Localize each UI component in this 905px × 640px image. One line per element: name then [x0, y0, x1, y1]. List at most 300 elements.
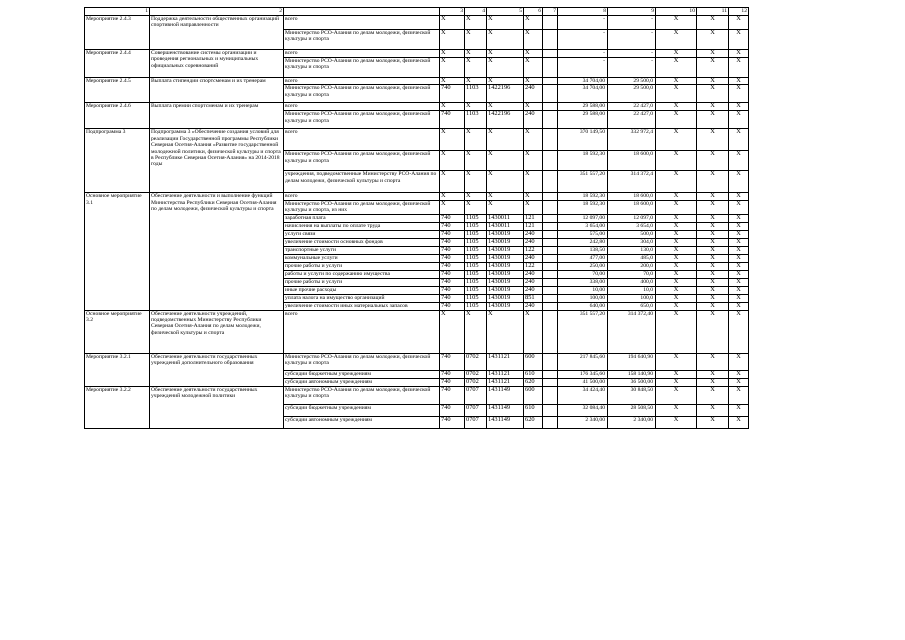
cell-10: X — [656, 111, 697, 129]
expense-type: 610 — [524, 370, 543, 378]
expense-type: 240 — [524, 286, 543, 294]
amount-2015: 22 427,0 — [608, 111, 656, 129]
executor: всего — [284, 103, 440, 111]
amount-2014: - — [558, 50, 608, 58]
section-code: X — [465, 16, 487, 30]
cell-11: X — [697, 103, 729, 111]
cell-11: X — [697, 378, 729, 386]
amount-2014: 217 845,60 — [558, 353, 608, 370]
event-name: Выплата премии спортсменам и их тренерам — [150, 103, 284, 129]
budget-table — [84, 7, 749, 429]
target-article: 1430019 — [487, 262, 524, 270]
amount-2015: - — [608, 50, 656, 58]
grbs-code: 740 — [440, 353, 465, 370]
section-code: 1103 — [465, 111, 487, 129]
section-code: 1105 — [465, 254, 487, 262]
cell-10: X — [656, 246, 697, 254]
expense-type: X — [524, 171, 543, 193]
table-row — [85, 16, 749, 30]
amount-2015: 485,0 — [608, 254, 656, 262]
target-article: 1430019 — [487, 230, 524, 238]
extra — [543, 30, 558, 50]
cell-10: X — [656, 262, 697, 270]
grbs-code: X — [440, 58, 465, 78]
cell-11: X — [697, 246, 729, 254]
event-name: Обеспечение деятельности учреждений, подведомственных Министерству Республики Северная Осетия-Алания по делам молодежи, физической культуры и спорта — [150, 310, 284, 353]
table-row — [85, 129, 749, 151]
section-code: 0707 — [465, 404, 487, 416]
extra — [543, 294, 558, 302]
cell-11: X — [697, 302, 729, 310]
target-article: 1431121 — [487, 353, 524, 370]
amount-2014: 3 654,00 — [558, 222, 608, 230]
cell-10: X — [656, 404, 697, 416]
section-code: X — [465, 58, 487, 78]
event-name: Совершенствование системы организации и проведения региональных и муниципальных официальных соревнований — [150, 50, 284, 78]
grbs-code: 740 — [440, 386, 465, 404]
target-article: 1430019 — [487, 278, 524, 286]
executor: услуги связи — [284, 230, 440, 238]
extra — [543, 78, 558, 85]
column-number: 3 — [440, 8, 465, 16]
amount-2014: 34 704,00 — [558, 78, 608, 85]
event-code: Мероприятие 2.4.6 — [85, 103, 150, 129]
grbs-code: 740 — [440, 378, 465, 386]
cell-10: X — [656, 30, 697, 50]
cell-12: X — [729, 254, 749, 262]
amount-2014: 575,00 — [558, 230, 608, 238]
cell-10: X — [656, 151, 697, 171]
cell-12: X — [729, 286, 749, 294]
amount-2015: 2 340,00 — [608, 416, 656, 428]
cell-10: X — [656, 214, 697, 222]
executor: увеличение стоимости основных фондов — [284, 238, 440, 246]
section-code: X — [465, 103, 487, 111]
executor: Министерство РСО-Алания по делам молодежи, физической культуры и спорта, из них — [284, 200, 440, 214]
expense-type: 240 — [524, 230, 543, 238]
section-code: X — [465, 310, 487, 353]
cell-10: X — [656, 238, 697, 246]
executor: Министерство РСО-Алания по делам молодежи, физической культуры и спорта — [284, 353, 440, 370]
grbs-code: 740 — [440, 222, 465, 230]
table-row — [85, 310, 749, 353]
cell-12: X — [729, 404, 749, 416]
extra — [543, 378, 558, 386]
target-article: 1430019 — [487, 270, 524, 278]
executor: заработная плата — [284, 214, 440, 222]
expense-type: 240 — [524, 85, 543, 103]
cell-11: X — [697, 370, 729, 378]
executor: прочие работы и услуги — [284, 262, 440, 270]
cell-10: X — [656, 270, 697, 278]
grbs-code: 740 — [440, 238, 465, 246]
column-number: 6 — [524, 8, 543, 16]
event-code: Мероприятие 3.2.1 — [85, 353, 150, 386]
event-code: Мероприятие 2.4.4 — [85, 50, 150, 78]
extra — [543, 58, 558, 78]
executor: уплата налога на имущество организаций — [284, 294, 440, 302]
cell-12: X — [729, 262, 749, 270]
extra — [543, 238, 558, 246]
executor: учреждения, подведомственные Министерству РСО-Алания по делам молодежи, физической культуры и спорта — [284, 171, 440, 193]
table-row — [85, 386, 749, 404]
cell-11: X — [697, 230, 729, 238]
target-article: X — [487, 200, 524, 214]
target-article: 1430019 — [487, 294, 524, 302]
event-code: Основное мероприятие 3.1 — [85, 193, 150, 310]
executor: работы и услуги по содержанию имущества — [284, 270, 440, 278]
cell-11: X — [697, 171, 729, 193]
cell-11: X — [697, 151, 729, 171]
section-code: 1105 — [465, 302, 487, 310]
cell-11: X — [697, 310, 729, 353]
cell-12: X — [729, 230, 749, 238]
target-article: 1430019 — [487, 254, 524, 262]
cell-11: X — [697, 270, 729, 278]
grbs-code: 740 — [440, 262, 465, 270]
amount-2015: 332 972,4 — [608, 129, 656, 151]
cell-12: X — [729, 302, 749, 310]
table-row — [85, 78, 749, 85]
column-number: 9 — [608, 8, 656, 16]
executor: всего — [284, 310, 440, 353]
target-article: X — [487, 151, 524, 171]
extra — [543, 85, 558, 103]
table-row — [85, 193, 749, 200]
amount-2014: 242,80 — [558, 238, 608, 246]
cell-11: X — [697, 30, 729, 50]
section-code: 0702 — [465, 378, 487, 386]
section-code: 1105 — [465, 222, 487, 230]
amount-2014: 250,00 — [558, 262, 608, 270]
cell-12: X — [729, 222, 749, 230]
table-row — [85, 353, 749, 370]
cell-11: X — [697, 50, 729, 58]
target-article: 1430019 — [487, 238, 524, 246]
executor: прочие работы и услуги — [284, 278, 440, 286]
amount-2014: 138,50 — [558, 246, 608, 254]
section-code: 1105 — [465, 270, 487, 278]
amount-2014: 70,00 — [558, 270, 608, 278]
event-code: Мероприятие 2.4.5 — [85, 78, 150, 103]
target-article: 1431149 — [487, 386, 524, 404]
amount-2014: 477,00 — [558, 254, 608, 262]
cell-11: X — [697, 404, 729, 416]
amount-2015: 650,0 — [608, 302, 656, 310]
executor: всего — [284, 78, 440, 85]
cell-12: X — [729, 353, 749, 370]
grbs-code: 740 — [440, 111, 465, 129]
cell-12: X — [729, 103, 749, 111]
cell-11: X — [697, 262, 729, 270]
grbs-code: 740 — [440, 214, 465, 222]
cell-12: X — [729, 30, 749, 50]
section-code: 1103 — [465, 85, 487, 103]
executor: Министерство РСО-Алания по делам молодежи, физической культуры и спорта — [284, 386, 440, 404]
column-number: 11 — [697, 8, 729, 16]
cell-11: X — [697, 16, 729, 30]
cell-12: X — [729, 278, 749, 286]
amount-2015: 70,0 — [608, 270, 656, 278]
cell-10: X — [656, 353, 697, 370]
cell-12: X — [729, 214, 749, 222]
expense-type: 240 — [524, 302, 543, 310]
amount-2014: 18 592,30 — [558, 193, 608, 200]
expense-type: 620 — [524, 378, 543, 386]
extra — [543, 200, 558, 214]
expense-type: 620 — [524, 416, 543, 428]
target-article: X — [487, 310, 524, 353]
expense-type: 610 — [524, 404, 543, 416]
event-name: Обеспечение деятельности и выполнение функций Министерства Республики Северная Осетия-Алания по делам молодежи, физической культуры и спорта — [150, 193, 284, 310]
target-article: 1430019 — [487, 302, 524, 310]
target-article: 1430011 — [487, 222, 524, 230]
expense-type: 600 — [524, 386, 543, 404]
amount-2014: 351 557,20 — [558, 171, 608, 193]
amount-2015: 18 600,0 — [608, 193, 656, 200]
cell-10: X — [656, 16, 697, 30]
target-article: 1422196 — [487, 111, 524, 129]
cell-11: X — [697, 222, 729, 230]
cell-10: X — [656, 200, 697, 214]
grbs-code: X — [440, 129, 465, 151]
column-number: 1 — [85, 8, 150, 16]
cell-10: X — [656, 193, 697, 200]
event-code: Мероприятие 3.2.2 — [85, 386, 150, 428]
cell-12: X — [729, 16, 749, 30]
cell-10: X — [656, 85, 697, 103]
column-number-row — [85, 8, 749, 16]
target-article: X — [487, 16, 524, 30]
executor: всего — [284, 16, 440, 30]
cell-10: X — [656, 302, 697, 310]
amount-2014: 640,00 — [558, 302, 608, 310]
executor: коммунальные услуги — [284, 254, 440, 262]
budget-table-page — [84, 7, 749, 429]
amount-2015: 158 140,90 — [608, 370, 656, 378]
cell-11: X — [697, 254, 729, 262]
section-code: 1105 — [465, 230, 487, 238]
expense-type: 240 — [524, 254, 543, 262]
column-number: 12 — [729, 8, 749, 16]
amount-2014: 34 704,00 — [558, 85, 608, 103]
grbs-code: 740 — [440, 246, 465, 254]
target-article: X — [487, 78, 524, 85]
cell-11: X — [697, 416, 729, 428]
cell-12: X — [729, 151, 749, 171]
grbs-code: 740 — [440, 270, 465, 278]
extra — [543, 370, 558, 378]
section-code: 1105 — [465, 278, 487, 286]
grbs-code: X — [440, 103, 465, 111]
cell-12: X — [729, 193, 749, 200]
cell-10: X — [656, 416, 697, 428]
cell-12: X — [729, 129, 749, 151]
event-name: Подпрограмма 3 «Обеспечение создания условий для реализации Государственной программы Республики Северная Осетия-Алания «Развитие государственной молодежной политики, физической культуры и спорта в Республике Северная Осетия-Алания» на 2014-2018 годы — [150, 129, 284, 193]
extra — [543, 193, 558, 200]
grbs-code: 740 — [440, 416, 465, 428]
cell-11: X — [697, 193, 729, 200]
grbs-code: 740 — [440, 254, 465, 262]
section-code: X — [465, 129, 487, 151]
target-article: 1430019 — [487, 286, 524, 294]
cell-11: X — [697, 386, 729, 404]
expense-type: 240 — [524, 111, 543, 129]
amount-2015: 130,0 — [608, 246, 656, 254]
grbs-code: X — [440, 200, 465, 214]
expense-type: 240 — [524, 238, 543, 246]
column-number — [284, 8, 440, 16]
event-name: Обеспечение деятельности государственных учреждений молодежной политики — [150, 386, 284, 428]
target-article: 1431149 — [487, 404, 524, 416]
executor: транспортные услуги — [284, 246, 440, 254]
grbs-code: 740 — [440, 370, 465, 378]
expense-type: 240 — [524, 270, 543, 278]
event-name: Поддержка деятельности общественных организаций спортивной направленности — [150, 16, 284, 50]
event-name: Выплата стипендии спортсменам и их тренерам — [150, 78, 284, 103]
amount-2014: 10,00 — [558, 286, 608, 294]
amount-2014: 370 149,50 — [558, 129, 608, 151]
table-row — [85, 103, 749, 111]
section-code: 0707 — [465, 386, 487, 404]
amount-2015: 18 600,0 — [608, 151, 656, 171]
cell-10: X — [656, 103, 697, 111]
amount-2015: 12 097,0 — [608, 214, 656, 222]
cell-11: X — [697, 85, 729, 103]
target-article: X — [487, 103, 524, 111]
cell-10: X — [656, 370, 697, 378]
target-article: X — [487, 58, 524, 78]
cell-11: X — [697, 58, 729, 78]
executor: всего — [284, 50, 440, 58]
executor: субсидии бюджетным учреждениям — [284, 370, 440, 378]
amount-2015: 28 508,50 — [608, 404, 656, 416]
cell-12: X — [729, 386, 749, 404]
grbs-code: X — [440, 171, 465, 193]
amount-2014: - — [558, 16, 608, 30]
cell-11: X — [697, 129, 729, 151]
amount-2014: - — [558, 58, 608, 78]
event-name: Обеспечение деятельности государственных учреждений дополнительного образования — [150, 353, 284, 386]
grbs-code: 740 — [440, 286, 465, 294]
amount-2015: 100,0 — [608, 294, 656, 302]
amount-2014: 41 500,00 — [558, 378, 608, 386]
extra — [543, 416, 558, 428]
cell-11: X — [697, 111, 729, 129]
expense-type: 600 — [524, 353, 543, 370]
grbs-code: 740 — [440, 278, 465, 286]
cell-12: X — [729, 111, 749, 129]
amount-2014: 176 345,60 — [558, 370, 608, 378]
expense-type: 240 — [524, 278, 543, 286]
cell-11: X — [697, 78, 729, 85]
amount-2015: 304,0 — [608, 238, 656, 246]
amount-2015: 200,0 — [608, 262, 656, 270]
amount-2015: - — [608, 16, 656, 30]
cell-12: X — [729, 171, 749, 193]
cell-11: X — [697, 353, 729, 370]
grbs-code: X — [440, 310, 465, 353]
extra — [543, 386, 558, 404]
amount-2014: - — [558, 30, 608, 50]
section-code: X — [465, 50, 487, 58]
expense-type: 122 — [524, 262, 543, 270]
expense-type: 851 — [524, 294, 543, 302]
amount-2014: 18 592,30 — [558, 200, 608, 214]
executor: субсидии бюджетным учреждениям — [284, 404, 440, 416]
amount-2015: 314 372,40 — [608, 310, 656, 353]
cell-10: X — [656, 254, 697, 262]
amount-2014: 34 424,40 — [558, 386, 608, 404]
target-article: 1431149 — [487, 416, 524, 428]
amount-2015: 314 372,4 — [608, 171, 656, 193]
event-code: Подпрограмма 3 — [85, 129, 150, 193]
amount-2014: 351 557,20 — [558, 310, 608, 353]
cell-12: X — [729, 270, 749, 278]
target-article: X — [487, 193, 524, 200]
amount-2014: 2 340,00 — [558, 416, 608, 428]
amount-2014: 32 084,40 — [558, 404, 608, 416]
cell-12: X — [729, 50, 749, 58]
cell-10: X — [656, 286, 697, 294]
target-article: 1430019 — [487, 246, 524, 254]
grbs-code: X — [440, 30, 465, 50]
amount-2014: 29 588,00 — [558, 103, 608, 111]
cell-12: X — [729, 246, 749, 254]
grbs-code: 740 — [440, 230, 465, 238]
section-code: X — [465, 78, 487, 85]
expense-type: X — [524, 310, 543, 353]
expense-type: 121 — [524, 222, 543, 230]
cell-12: X — [729, 370, 749, 378]
target-article: X — [487, 171, 524, 193]
target-article: X — [487, 50, 524, 58]
column-number: 4 — [465, 8, 487, 16]
amount-2015: 29 500,0 — [608, 85, 656, 103]
grbs-code: 740 — [440, 85, 465, 103]
expense-type: X — [524, 16, 543, 30]
section-code: X — [465, 200, 487, 214]
executor: субсидии автономным учреждениям — [284, 416, 440, 428]
cell-12: X — [729, 58, 749, 78]
grbs-code: X — [440, 78, 465, 85]
expense-type: X — [524, 50, 543, 58]
section-code: X — [465, 30, 487, 50]
extra — [543, 103, 558, 111]
cell-12: X — [729, 85, 749, 103]
cell-10: X — [656, 129, 697, 151]
amount-2014: 29 588,00 — [558, 111, 608, 129]
cell-10: X — [656, 310, 697, 353]
extra — [543, 151, 558, 171]
cell-11: X — [697, 200, 729, 214]
amount-2015: 22 427,0 — [608, 103, 656, 111]
expense-type: X — [524, 103, 543, 111]
expense-type: X — [524, 151, 543, 171]
expense-type: X — [524, 200, 543, 214]
grbs-code: X — [440, 16, 465, 30]
cell-12: X — [729, 416, 749, 428]
section-code: X — [465, 171, 487, 193]
cell-12: X — [729, 238, 749, 246]
grbs-code: X — [440, 50, 465, 58]
extra — [543, 214, 558, 222]
section-code: 1105 — [465, 262, 487, 270]
cell-11: X — [697, 286, 729, 294]
extra — [543, 230, 558, 238]
cell-12: X — [729, 200, 749, 214]
column-number: 2 — [150, 8, 284, 16]
